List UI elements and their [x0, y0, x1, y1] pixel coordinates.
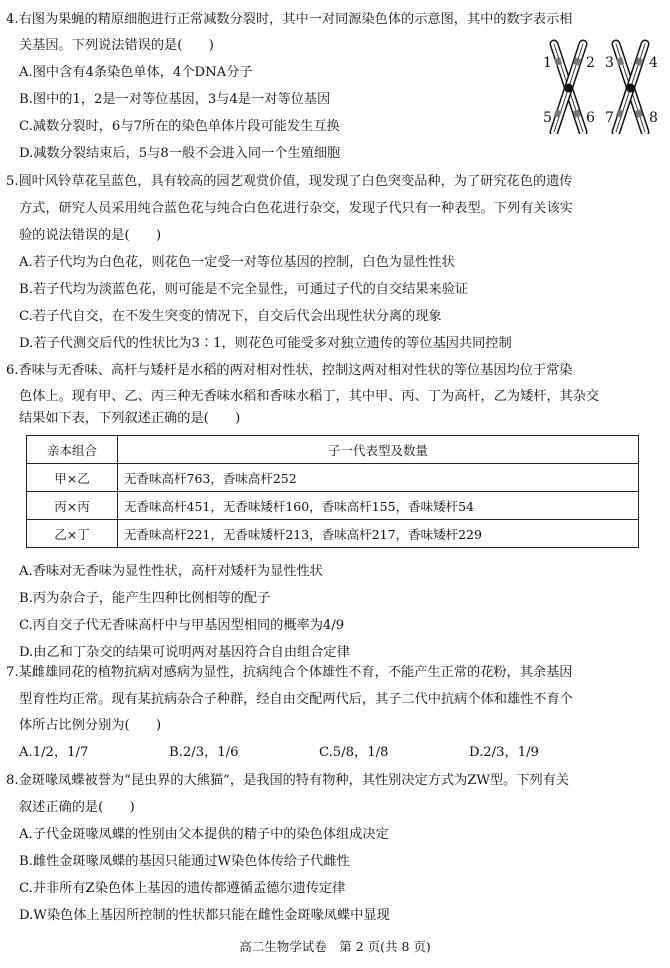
- q8-stem-line-2: 叙述正确的是( ): [19, 800, 135, 815]
- q6-stem-line-2: 色体上。现有甲、乙、丙三种无香味水稻和香味水稻丁，其中甲、丙、丁为高杆，乙为矮杆，其杂交: [19, 389, 600, 404]
- q8-option-c: C.并非所有Z染色体上基因的遗传都遵循孟德尔遗传定律: [19, 881, 346, 896]
- q7-option-c: C.5/8，1/8: [319, 745, 389, 760]
- table-header-parents: 亲本组合: [27, 436, 118, 464]
- table-cell-cross: 甲×乙: [27, 464, 118, 492]
- table-cell-cross: 丙×丙: [27, 492, 118, 520]
- figure-label-5: 5: [543, 110, 552, 126]
- q6-option-a: A.香味对无香味为显性性状，高杆对矮杆为显性性状: [19, 564, 323, 579]
- figure-label-8: 8: [649, 110, 658, 126]
- q4-option-a: A.图中含有4条染色单体，4个DNA分子: [19, 65, 253, 80]
- figure-label-6: 6: [586, 110, 595, 126]
- table-cell-result: 无香味高杆451，无香味矮杆160，香味高杆155，香味矮杆54: [118, 492, 639, 520]
- q7-option-a: A.1/2，1/7: [19, 745, 89, 760]
- q7-stem-line-3: 体所占比例分别为( ): [19, 718, 162, 733]
- q8-stem-line-1: 8.金斑喙凤蝶被誉为“昆虫界的大熊猫”，是我国的特有物种，其性别决定方式为ZW型。下列有关: [6, 773, 570, 788]
- q4-stem-line-1: 4.右图为果蝇的精原细胞进行正常减数分裂时，其中一对同源染色体的示意图，其中的数字表示相: [6, 12, 573, 27]
- q4-stem-line-2: 关基因。下列说法错误的是( ): [19, 38, 214, 53]
- q5-stem-line-1: 5.圆叶风铃草花呈蓝色，具有较高的园艺观赏价值，现发现了白色突变品种，为了研究花色的遗传: [6, 174, 573, 189]
- q8-option-a: A.子代金斑喙凤蝶的性别由父本提供的精子中的染色体组成决定: [19, 827, 389, 842]
- table-cell-result: 无香味高杆221，无香味矮杆213，香味高杆217，香味矮杆229: [118, 520, 639, 548]
- q4-option-d: D.减数分裂结束后，5与8一般不会进入同一个生殖细胞: [19, 146, 341, 161]
- q8-option-b: B.雌性金斑喙凤蝶的基因只能通过W染色体传给子代雌性: [19, 854, 350, 869]
- figure-label-1: 1: [543, 55, 552, 71]
- q5-option-c: C.若子代自交，在不发生突变的情况下，自交后代会出现性状分离的现象: [19, 309, 442, 324]
- q6-option-c: C.丙自交子代无香味高杆中与甲基因型相同的概率为4/9: [19, 618, 345, 633]
- q5-stem-line-3: 验的说法错误的是( ): [19, 228, 162, 243]
- table-cell-cross: 乙×丁: [27, 520, 118, 548]
- q6-option-d: D.由乙和丁杂交的结果可说明两对基因符合自由组合定律: [19, 645, 350, 660]
- q4-option-b: B.图中的1，2是一对等位基因，3与4是一对等位基因: [19, 92, 331, 107]
- table-row: [27, 492, 639, 520]
- q5-option-a: A.若子代均为白色花，则花色一定受一对等位基因的控制，白色为显性性状: [19, 255, 455, 270]
- q6-option-b: B.丙为杂合子，能产生四种比例相等的配子: [19, 591, 271, 606]
- cross-results-table: [26, 435, 639, 548]
- table-row: [27, 520, 639, 548]
- table-cell-result: 无香味高杆763，香味高杆252: [118, 464, 639, 492]
- figure-label-7: 7: [605, 110, 614, 126]
- figure-label-4: 4: [649, 55, 658, 71]
- q7-stem-line-1: 7.某雌雄同花的植物抗病对感病为显性，抗病纯合个体雄性不育，不能产生正常的花粉，其余基因: [6, 665, 573, 680]
- q7-option-b: B.2/3，1/6: [169, 745, 239, 760]
- figure-label-3: 3: [605, 55, 614, 71]
- q7-option-d: D.2/3，1/9: [469, 745, 539, 760]
- chromosome-left: [554, 44, 583, 132]
- q7-stem-line-2: 型育性均正常。现有某抗病杂合子种群，经自由交配两代后，其子二代中抗病个体和雄性不育个: [19, 692, 573, 707]
- table-row: [27, 464, 639, 492]
- figure-label-2: 2: [586, 55, 595, 71]
- table-header-offspring: 子一代表型及数量: [118, 436, 639, 464]
- chromosome-right: [616, 44, 645, 132]
- homologous-chromosome-figure: [543, 38, 661, 134]
- q5-option-b: B.若子代均为淡蓝色花，则可能是不完全显性，可通过子代的自交结果来验证: [19, 282, 469, 297]
- q5-stem-line-2: 方式，研究人员采用纯合蓝色花与纯合白色花进行杂交，发现子代只有一种表型。下列有关该实: [19, 201, 573, 216]
- q5-option-d: D.若子代测交后代的性状比为3∶1，则花色可能受多对独立遗传的等位基因共同控制: [19, 336, 512, 351]
- table-header-row: [27, 436, 639, 464]
- page-footer: 高二生物学试卷 第 2 页(共 8 页): [239, 939, 431, 954]
- q8-option-d: D.W染色体上基因所控制的性状都只能在雌性金斑喙凤蝶中显现: [19, 908, 390, 923]
- q6-stem-line-3: 结果如下表，下列叙述正确的是( ): [19, 411, 241, 426]
- q7-options: [19, 743, 659, 763]
- q6-stem-line-1: 6.香味与无香味、高杆与矮杆是水稻的两对相对性状，控制这两对相对性状的等位基因均位于常染: [6, 363, 573, 378]
- q4-option-c: C.减数分裂时，6与7所在的染色单体片段可能发生互换: [19, 119, 340, 134]
